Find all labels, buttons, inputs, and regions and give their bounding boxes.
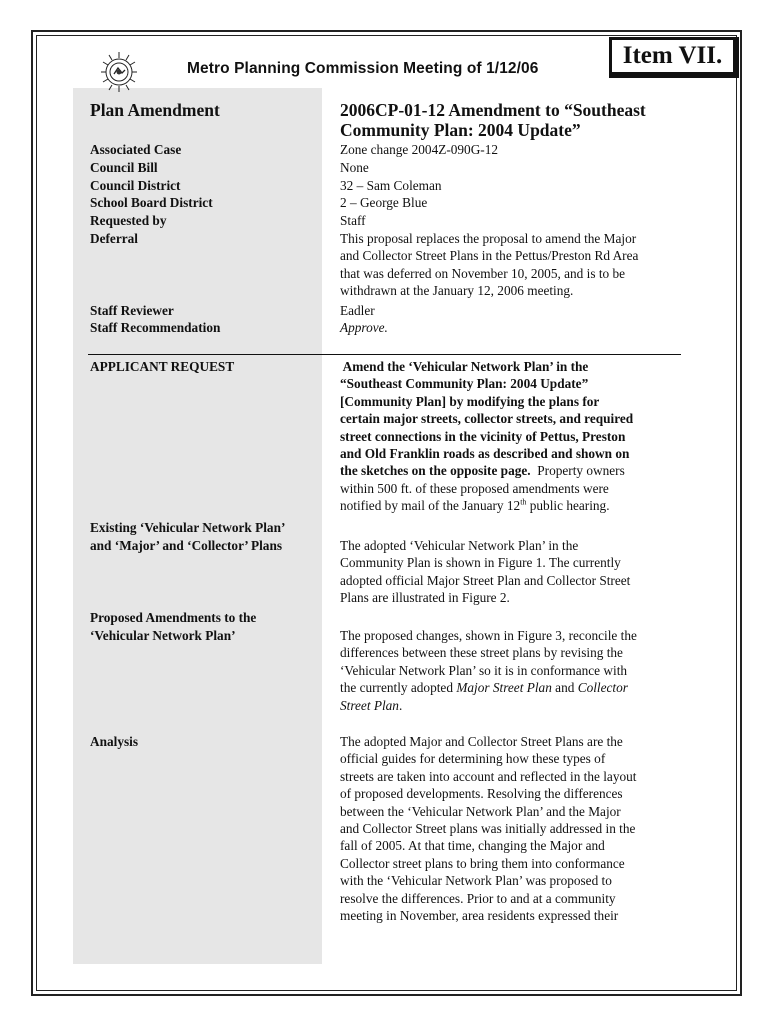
request-line: “Southeast Community Plan: 2004 Update” (340, 376, 589, 392)
analysis-line: Collector street plans to bring them into conformance (340, 855, 625, 871)
request-date-fragment: notified by mail of the January 12 (340, 498, 521, 514)
analysis-line: resolve the differences. Prior to and at a community (340, 890, 616, 906)
superscript-th: th (520, 497, 527, 507)
proposed-amendments-label-line2: ‘Vehicular Network Plan’ (90, 628, 236, 643)
applicant-request-label: APPLICANT REQUEST (90, 359, 235, 374)
proposed-amendments-paragraph (340, 627, 637, 714)
request-end-fragment: public hearing. (526, 498, 610, 514)
proposed-line: differences between these street plans by revising the (340, 645, 623, 661)
plan-amendment-label: Plan Amendment (90, 100, 220, 120)
applicant-request-paragraph (340, 358, 633, 515)
case-title-line2: Community Plan: 2004 Update” (340, 120, 581, 140)
request-line: within 500 ft. of these proposed amendments were (340, 480, 609, 496)
case-title-line1: 2006CP-01-12 Amendment to “Southeast (340, 100, 646, 120)
analysis-line: with the ‘Vehicular Network Plan’ was proposed to (340, 873, 612, 889)
existing-line: The adopted ‘Vehicular Network Plan’ in the (340, 538, 579, 553)
proposed-fragment: and (551, 680, 578, 696)
request-line: and Old Franklin roads as described and shown on (340, 446, 630, 462)
existing-plans-paragraph (340, 537, 630, 607)
proposed-line: ‘Vehicular Network Plan’ so it is in conformance with (340, 662, 628, 678)
street-plan-title-part: Street Plan (340, 697, 399, 713)
associated-case-value: Zone change 2004Z-090G-12 (340, 142, 499, 157)
existing-line: Community Plan is shown in Figure 1. The currently (340, 555, 621, 571)
request-line: [Community Plan] by modifying the plans for (340, 393, 600, 409)
request-line (340, 497, 633, 514)
school-board-district-value: 2 – George Blue (340, 195, 428, 210)
school-board-district-label: School Board District (90, 195, 213, 210)
meeting-title: Metro Planning Commission Meeting of 1/12/06 (187, 60, 539, 77)
analysis-line: official guides for determining how these types of (340, 751, 606, 767)
requested-by-value: Staff (340, 213, 366, 228)
analysis-line: The adopted Major and Collector Street Plans are the (340, 734, 623, 749)
deferral-line: that was deferred on November 10, 2005, and is to be (340, 265, 626, 281)
proposed-line: The proposed changes, shown in Figure 3, reconcile the (340, 628, 637, 643)
deferral-line: withdrawn at the January 12, 2006 meeting. (340, 283, 574, 299)
request-line (340, 462, 633, 479)
requested-by-label: Requested by (90, 213, 167, 228)
deferral-line: and Collector Street Plans in the Pettus/Preston Rd Area (340, 248, 639, 264)
staff-reviewer-label: Staff Reviewer (90, 303, 174, 318)
metro-seal-icon (96, 48, 142, 94)
deferral-paragraph (340, 230, 638, 300)
council-district-label: Council District (90, 178, 181, 193)
staff-reviewer-value: Eadler (340, 303, 375, 318)
request-bold-fragment: the sketches on the opposite page. (340, 463, 531, 479)
staff-recommendation-value: Approve. (340, 320, 388, 335)
proposed-line (340, 679, 637, 696)
proposed-fragment: the currently adopted (340, 680, 457, 696)
council-bill-label: Council Bill (90, 160, 158, 175)
associated-case-label: Associated Case (90, 142, 182, 157)
request-line: Amend the ‘Vehicular Network Plan’ in the (340, 359, 589, 374)
analysis-paragraph (340, 733, 636, 924)
item-number-box: Item VII. (609, 37, 736, 75)
analysis-line: streets are taken into account and reflected in the layout (340, 768, 637, 784)
request-line: street connections in the vicinity of Pettus, Preston (340, 428, 626, 444)
council-bill-value: None (340, 160, 369, 175)
existing-plans-label-line1: Existing ‘Vehicular Network Plan’ (90, 520, 286, 535)
proposed-fragment: . (398, 697, 403, 713)
proposed-amendments-label-line1: Proposed Amendments to the (90, 610, 257, 625)
section-divider (88, 354, 681, 355)
deferral-label: Deferral (90, 231, 138, 246)
analysis-line: between the ‘Vehicular Network Plan’ and the Major (340, 803, 621, 819)
analysis-line: and Collector Street plans was initially addressed in the (340, 821, 636, 837)
existing-line: Plans are illustrated in Figure 2. (340, 590, 510, 606)
proposed-line (340, 697, 637, 714)
staff-recommendation-label: Staff Recommendation (90, 320, 221, 335)
analysis-label: Analysis (90, 734, 139, 749)
major-street-plan-title: Major Street Plan (456, 680, 552, 696)
request-line: certain major streets, collector streets, and required (340, 411, 634, 427)
deferral-line: This proposal replaces the proposal to amend the Major (340, 231, 637, 246)
analysis-line: meeting in November, area residents expressed their (340, 908, 619, 924)
analysis-line: fall of 2005. At that time, changing the Major and (340, 838, 605, 854)
council-district-value: 32 – Sam Coleman (340, 178, 442, 193)
existing-line: adopted official Major Street Plan and Collector Street (340, 572, 631, 588)
existing-plans-label-line2: and ‘Major’ and ‘Collector’ Plans (90, 538, 283, 553)
request-plain-fragment: Property owners (530, 463, 625, 479)
collector-title-part: Collector (577, 680, 628, 696)
analysis-line: of proposed developments. Resolving the differences (340, 786, 623, 802)
